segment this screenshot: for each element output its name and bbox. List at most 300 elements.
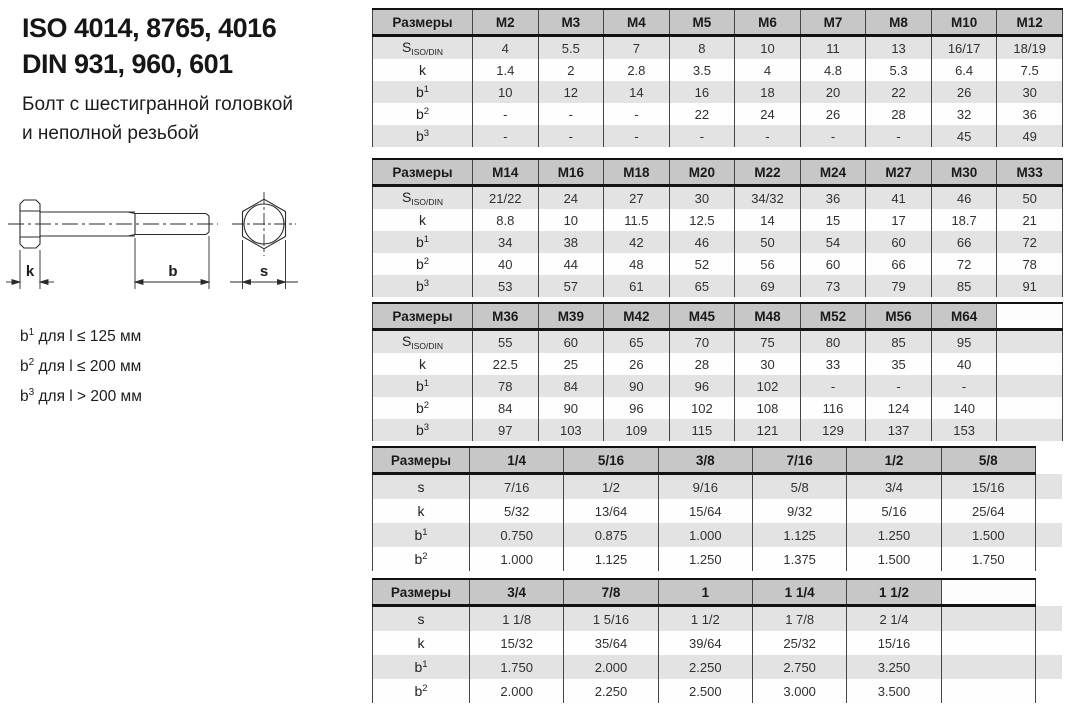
value-cell: 8.8 [473, 209, 539, 231]
value-cell: 66 [866, 253, 932, 275]
ghost-strip-cell [1036, 631, 1063, 655]
size-header-cell: M30 [931, 159, 997, 186]
value-cell: 39/64 [658, 631, 752, 655]
table-row [373, 397, 1063, 419]
value-cell: 124 [866, 397, 932, 419]
bolt-end-view [232, 192, 296, 256]
value-cell: - [866, 375, 932, 397]
row-label-text: $b^2$ [415, 256, 430, 272]
value-cell: 1.750 [470, 655, 564, 679]
size-header-cell: M64 [931, 303, 997, 330]
value-cell: 40 [931, 353, 997, 375]
value-cell: 15/64 [658, 499, 752, 523]
value-cell: 50 [735, 231, 801, 253]
value-cell: 18/19 [997, 36, 1063, 60]
value-cell: 22 [669, 103, 735, 125]
value-cell: 4.8 [800, 59, 866, 81]
table-row [373, 474, 1063, 500]
value-cell: 26 [604, 353, 670, 375]
table-header [373, 303, 1063, 330]
empty-header-cell [997, 303, 1063, 330]
value-cell: 28 [669, 353, 735, 375]
value-cell: 34 [473, 231, 539, 253]
row-label-subscript: ISO/DIN [411, 341, 443, 351]
row-label [373, 209, 473, 231]
table-body [373, 36, 1063, 148]
row-label-text: k [419, 62, 426, 78]
ghost-strip-cell [1036, 523, 1063, 547]
value-cell: 35 [866, 353, 932, 375]
size-header-cell: M18 [604, 159, 670, 186]
row-label-text: $S_{ISO/DIN}$ [402, 39, 443, 57]
value-cell: 60 [866, 231, 932, 253]
value-cell: 91 [997, 275, 1063, 297]
row-label [373, 655, 470, 679]
footnote-text: для l ≤ 200 мм [34, 358, 142, 376]
value-cell: 70 [669, 330, 735, 354]
value-cell: 1.500 [941, 523, 1035, 547]
empty-cell [997, 353, 1063, 375]
value-cell: 2 1/4 [847, 606, 941, 632]
value-cell: 7 [604, 36, 670, 60]
size-header-cell: M20 [669, 159, 735, 186]
table-header [373, 9, 1063, 36]
dim-label-k: k [25, 263, 35, 280]
value-cell: 10 [538, 209, 604, 231]
size-header-cell: M6 [735, 9, 801, 36]
size-header-cell: M45 [669, 303, 735, 330]
value-cell: 45 [931, 125, 997, 147]
value-cell: 0.750 [470, 523, 564, 547]
value-cell: 97 [473, 419, 539, 441]
value-cell: 60 [800, 253, 866, 275]
value-cell: 21 [997, 209, 1063, 231]
footnote-symbol: b [20, 328, 29, 346]
row-label-text: $b^1$ [414, 527, 428, 543]
value-cell: 2.000 [470, 679, 564, 703]
row-label-text: $b^1$ [415, 84, 430, 100]
row-label [373, 547, 470, 571]
value-cell: 84 [538, 375, 604, 397]
row-label-text: $b^3$ [415, 278, 430, 294]
table-row [373, 59, 1063, 81]
value-cell: 20 [800, 81, 866, 103]
table-row [373, 275, 1063, 297]
footnote-symbol: b [20, 358, 29, 376]
value-cell: - [473, 103, 539, 125]
row-label-superscript: 1 [422, 659, 428, 670]
table-row [373, 523, 1063, 547]
ghost-strip-cell [1036, 606, 1063, 632]
value-cell: 96 [669, 375, 735, 397]
value-cell: 95 [931, 330, 997, 354]
ghost-strip-cell [1036, 579, 1063, 606]
row-label [373, 330, 473, 354]
ghost-strip-cell [1036, 447, 1063, 474]
value-cell: - [604, 125, 670, 147]
footnote-text: для l > 200 мм [34, 388, 142, 406]
value-cell: 109 [604, 419, 670, 441]
row-label-text: $b^3$ [415, 128, 430, 144]
value-cell: 15 [800, 209, 866, 231]
empty-cell [997, 419, 1063, 441]
row-label [373, 231, 473, 253]
value-cell: - [538, 103, 604, 125]
value-cell: 78 [997, 253, 1063, 275]
size-header-cell: 3/8 [658, 447, 752, 474]
table-row [373, 606, 1063, 632]
value-cell: 1 7/8 [752, 606, 846, 632]
table-row [373, 253, 1063, 275]
value-cell: 35/64 [564, 631, 658, 655]
ghost-strip-cell [1036, 474, 1063, 500]
footnote [20, 380, 142, 410]
ghost-strip-cell [1036, 655, 1063, 679]
table-row [373, 375, 1063, 397]
value-cell: 16/17 [931, 36, 997, 60]
value-cell: 30 [669, 186, 735, 210]
value-cell: 38 [538, 231, 604, 253]
size-header-cell: M33 [997, 159, 1063, 186]
value-cell: 25/32 [752, 631, 846, 655]
bolt-side-view [8, 200, 218, 248]
size-header-cell: M12 [997, 9, 1063, 36]
value-cell: 121 [735, 419, 801, 441]
value-cell: 66 [931, 231, 997, 253]
value-cell: - [538, 125, 604, 147]
size-header-cell: M52 [800, 303, 866, 330]
row-label-text: $b^1$ [414, 659, 428, 675]
din-standards-line: DIN 931, 960, 601 [22, 49, 233, 79]
footnote [20, 350, 142, 380]
value-cell: 2.250 [658, 655, 752, 679]
value-cell: 25 [538, 353, 604, 375]
table-row [373, 186, 1063, 210]
row-label-superscript: 1 [423, 234, 430, 245]
value-cell: 40 [473, 253, 539, 275]
value-cell: 56 [735, 253, 801, 275]
size-header-cell: M56 [866, 303, 932, 330]
value-cell: 75 [735, 330, 801, 354]
tables-panel [372, 0, 1063, 720]
size-header-cell: M27 [866, 159, 932, 186]
value-cell: 10 [473, 81, 539, 103]
value-cell: 5.3 [866, 59, 932, 81]
value-cell: 36 [800, 186, 866, 210]
value-cell: 55 [473, 330, 539, 354]
row-label-text: s [417, 479, 425, 495]
size-header-cell: M2 [473, 9, 539, 36]
size-header-cell: 1/4 [470, 447, 564, 474]
value-cell: 1.125 [752, 523, 846, 547]
ghost-strip-cell [1036, 547, 1063, 571]
value-cell: 60 [538, 330, 604, 354]
footnote-superscript: 3 [28, 387, 35, 399]
value-cell: 15/32 [470, 631, 564, 655]
row-label-superscript: 1 [423, 378, 430, 389]
ghost-strip-cell [1036, 499, 1063, 523]
empty-cell [941, 606, 1035, 632]
row-label [373, 125, 473, 147]
value-cell: 3/4 [847, 474, 941, 500]
table-body [373, 606, 1063, 704]
value-cell: 72 [997, 231, 1063, 253]
value-cell: 12.5 [669, 209, 735, 231]
size-header-cell: M48 [735, 303, 801, 330]
size-header-cell: 1 1/4 [752, 579, 846, 606]
size-header-cell: M7 [800, 9, 866, 36]
table-row [373, 419, 1063, 441]
table-host-metric-1 [372, 8, 1063, 147]
value-cell: 26 [800, 103, 866, 125]
value-cell: 14 [735, 209, 801, 231]
value-cell: 30 [997, 81, 1063, 103]
empty-cell [997, 330, 1063, 354]
value-cell: 102 [735, 375, 801, 397]
ghost-strip-cell [1036, 679, 1063, 703]
value-cell: 1.4 [473, 59, 539, 81]
value-cell: 1.250 [847, 523, 941, 547]
footnote-text: для l ≤ 125 мм [34, 328, 142, 346]
row-label [373, 606, 470, 632]
value-cell: 17 [866, 209, 932, 231]
value-cell: 1.750 [941, 547, 1035, 571]
value-cell: 12 [538, 81, 604, 103]
value-cell: 61 [604, 275, 670, 297]
table-body [373, 186, 1063, 298]
table-row [373, 547, 1063, 571]
row-label-text: $b^3$ [415, 422, 430, 438]
value-cell: 21/22 [473, 186, 539, 210]
value-cell: - [669, 125, 735, 147]
table-row [373, 499, 1063, 523]
value-cell: 5.5 [538, 36, 604, 60]
value-cell: 1.500 [847, 547, 941, 571]
value-cell: 3.5 [669, 59, 735, 81]
value-cell: 11 [800, 36, 866, 60]
row-label-text: $b^2$ [414, 683, 428, 699]
value-cell: 140 [931, 397, 997, 419]
value-cell: 24 [538, 186, 604, 210]
value-cell: 84 [473, 397, 539, 419]
value-cell: 4 [473, 36, 539, 60]
table-body [373, 330, 1063, 442]
value-cell: - [604, 103, 670, 125]
table-row [373, 231, 1063, 253]
row-label-superscript: 2 [423, 256, 430, 267]
row-label-superscript: 2 [423, 400, 430, 411]
dim-label-b: b [168, 263, 178, 280]
table-host-metric-2 [372, 158, 1063, 297]
standards-title [22, 10, 276, 82]
value-cell: 15/16 [941, 474, 1035, 500]
size-header-cell: 1 1/2 [847, 579, 941, 606]
value-cell: 7.5 [997, 59, 1063, 81]
row-label-text: k [417, 635, 425, 651]
size-header-cell: M5 [669, 9, 735, 36]
left-panel [0, 0, 372, 720]
imperial-table-2 [372, 578, 1063, 703]
table-header [373, 579, 1063, 606]
metric-table-3 [372, 302, 1063, 441]
header-row [373, 447, 1063, 474]
header-row [373, 9, 1063, 36]
row-label [373, 375, 473, 397]
value-cell: 1.250 [658, 547, 752, 571]
table-host-metric-3 [372, 302, 1063, 441]
value-cell: 108 [735, 397, 801, 419]
size-header-cell: 5/16 [564, 447, 658, 474]
size-header-cell: 3/4 [470, 579, 564, 606]
value-cell: 53 [473, 275, 539, 297]
row-label [373, 397, 473, 419]
dim-label-s: s [259, 263, 269, 280]
value-cell: 2.000 [564, 655, 658, 679]
table-header [373, 159, 1063, 186]
size-header-cell: M10 [931, 9, 997, 36]
empty-cell [941, 679, 1035, 703]
value-cell: 42 [604, 231, 670, 253]
value-cell: 85 [931, 275, 997, 297]
value-cell: - [735, 125, 801, 147]
size-header-cell: M36 [473, 303, 539, 330]
header-row [373, 159, 1063, 186]
row-label-text: $b^2$ [414, 551, 428, 567]
size-column-header: Размеры [373, 447, 470, 474]
table-row [373, 209, 1063, 231]
value-cell: - [473, 125, 539, 147]
value-cell: 57 [538, 275, 604, 297]
value-cell: 46 [669, 231, 735, 253]
value-cell: - [800, 125, 866, 147]
row-label-text: s [417, 611, 425, 627]
table-row [373, 103, 1063, 125]
value-cell: 2.8 [604, 59, 670, 81]
value-cell: 80 [800, 330, 866, 354]
row-label [373, 81, 473, 103]
value-cell: 14 [604, 81, 670, 103]
value-cell: 6.4 [931, 59, 997, 81]
row-label [373, 59, 473, 81]
value-cell: 65 [604, 330, 670, 354]
table-row [373, 679, 1063, 703]
value-cell: 25/64 [941, 499, 1035, 523]
size-header-cell: M24 [800, 159, 866, 186]
value-cell: 78 [473, 375, 539, 397]
row-label-text: $b^2$ [415, 106, 430, 122]
size-header-cell: M16 [538, 159, 604, 186]
table-host-imperial-2 [372, 578, 1063, 703]
description-line-1: Болт с шестигранной головкой [22, 94, 293, 115]
value-cell: 3.000 [752, 679, 846, 703]
value-cell: 79 [866, 275, 932, 297]
value-cell: 2.750 [752, 655, 846, 679]
value-cell: 115 [669, 419, 735, 441]
size-column-header: Размеры [373, 579, 470, 606]
table-row [373, 655, 1063, 679]
imperial-table-1 [372, 446, 1063, 571]
value-cell: 18.7 [931, 209, 997, 231]
footnote-superscript: 1 [28, 327, 35, 338]
value-cell: 2 [538, 59, 604, 81]
empty-header-cell [941, 579, 1035, 606]
value-cell: 1.375 [752, 547, 846, 571]
empty-cell [941, 655, 1035, 679]
row-label [373, 103, 473, 125]
size-header-cell: 5/8 [941, 447, 1035, 474]
table-row [373, 81, 1063, 103]
row-label [373, 631, 470, 655]
value-cell: 69 [735, 275, 801, 297]
row-label-superscript: 3 [423, 422, 430, 433]
row-label [373, 523, 470, 547]
product-description [22, 90, 293, 148]
dimension-k [6, 250, 54, 289]
value-cell: 28 [866, 103, 932, 125]
size-column-header: Размеры [373, 303, 473, 330]
value-cell: 46 [931, 186, 997, 210]
value-cell: 50 [997, 186, 1063, 210]
description-line-2: и неполной резьбой [22, 123, 199, 144]
bolt-diagram-svg [2, 183, 332, 313]
row-label [373, 275, 473, 297]
thread-length-footnotes [20, 320, 142, 410]
value-cell: 30 [735, 353, 801, 375]
value-cell: 1.000 [658, 523, 752, 547]
table-body [373, 474, 1063, 572]
value-cell: 72 [931, 253, 997, 275]
table-row [373, 353, 1063, 375]
value-cell: 7/16 [470, 474, 564, 500]
size-column-header: Размеры [373, 9, 473, 36]
footnote-superscript: 2 [28, 357, 35, 369]
size-header-cell: 1/2 [847, 447, 941, 474]
value-cell: 1 1/8 [470, 606, 564, 632]
value-cell: 8 [669, 36, 735, 60]
row-label-superscript: 1 [422, 527, 428, 538]
value-cell: 16 [669, 81, 735, 103]
row-label-superscript: 3 [423, 278, 430, 289]
value-cell: 1.000 [470, 547, 564, 571]
row-label [373, 419, 473, 441]
value-cell: - [866, 125, 932, 147]
size-header-cell: M8 [866, 9, 932, 36]
value-cell: 9/16 [658, 474, 752, 500]
value-cell: 90 [604, 375, 670, 397]
value-cell: 49 [997, 125, 1063, 147]
value-cell: 13/64 [564, 499, 658, 523]
value-cell: 5/16 [847, 499, 941, 523]
value-cell: - [800, 375, 866, 397]
value-cell: 3.500 [847, 679, 941, 703]
size-header-cell: 1 [658, 579, 752, 606]
row-label [373, 499, 470, 523]
value-cell: 34/32 [735, 186, 801, 210]
value-cell: 18 [735, 81, 801, 103]
metric-table-2 [372, 158, 1063, 297]
size-header-cell: M14 [473, 159, 539, 186]
size-column-header: Размеры [373, 159, 473, 186]
dimension-b [135, 236, 209, 289]
row-label-superscript: 3 [423, 128, 430, 139]
row-label [373, 474, 470, 500]
empty-cell [997, 375, 1063, 397]
value-cell: 1 1/2 [658, 606, 752, 632]
table-row [373, 125, 1063, 147]
row-label-text: k [417, 503, 425, 519]
value-cell: 22 [866, 81, 932, 103]
value-cell: 9/32 [752, 499, 846, 523]
